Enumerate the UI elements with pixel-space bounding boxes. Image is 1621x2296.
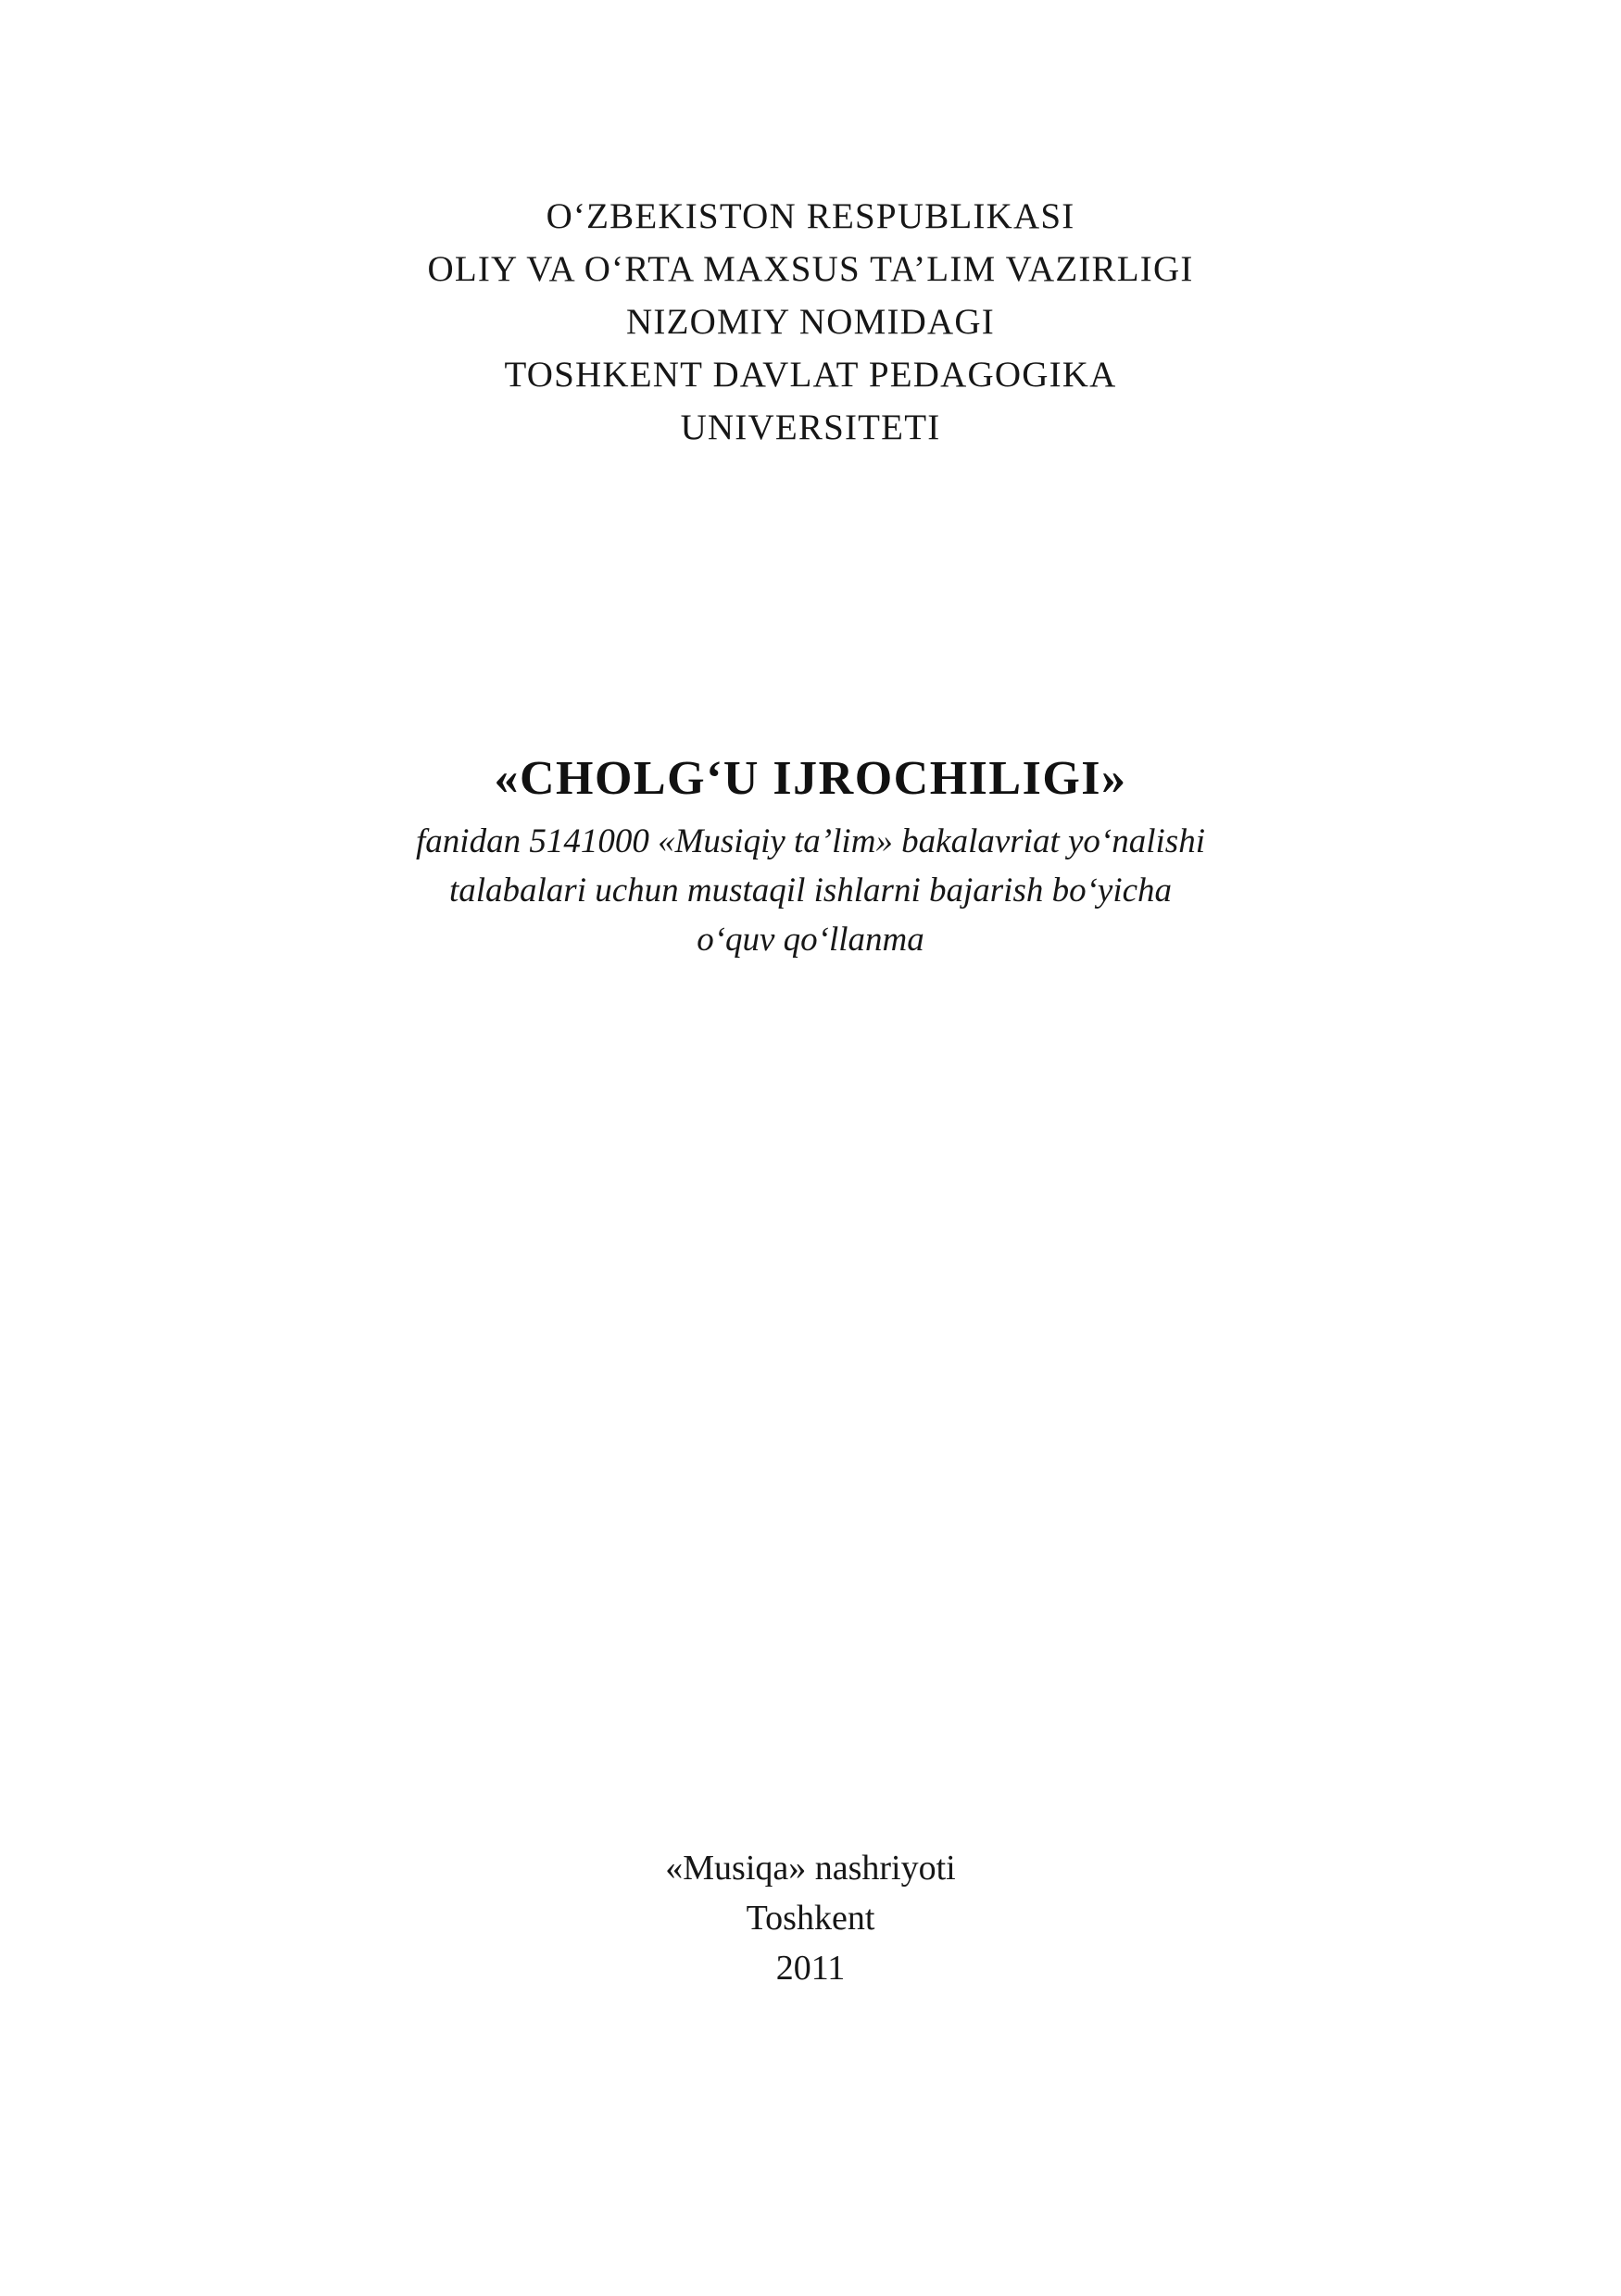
page-title: «CHOLG‘U IJROCHILIGI» <box>494 752 1127 805</box>
institution-line-5: UNIVERSITETI <box>680 408 941 447</box>
institution-heading <box>0 190 1621 454</box>
institution-line-1: O‘ZBEKISTON RESPUBLIKASI <box>546 196 1075 236</box>
institution-line-2: OLIY VA O‘RTA MAXSUS TA’LIM VAZIRLIGI <box>427 249 1194 289</box>
page-subtitle <box>0 817 1621 964</box>
institution-line-4: TOSHKENT DAVLAT PEDAGOGIKA <box>504 355 1117 395</box>
publication-year: 2011 <box>775 1949 846 1988</box>
imprint-block <box>0 1843 1621 1993</box>
subtitle-line-1: fanidan 5141000 «Musiqiy ta’lim» bakalavriat yo‘nalishi <box>416 822 1205 860</box>
subtitle-line-2: talabalari uchun mustaqil ishlarni bajarish bo‘yicha <box>448 872 1173 910</box>
institution-line-3: NIZOMIY NOMIDAGI <box>626 302 995 342</box>
publisher-name: «Musiqa» nashriyoti <box>665 1849 956 1888</box>
subtitle-line-3: o‘quv qo‘llanma <box>697 921 924 959</box>
publication-city: Toshkent <box>746 1899 875 1938</box>
title-block <box>0 750 1621 964</box>
